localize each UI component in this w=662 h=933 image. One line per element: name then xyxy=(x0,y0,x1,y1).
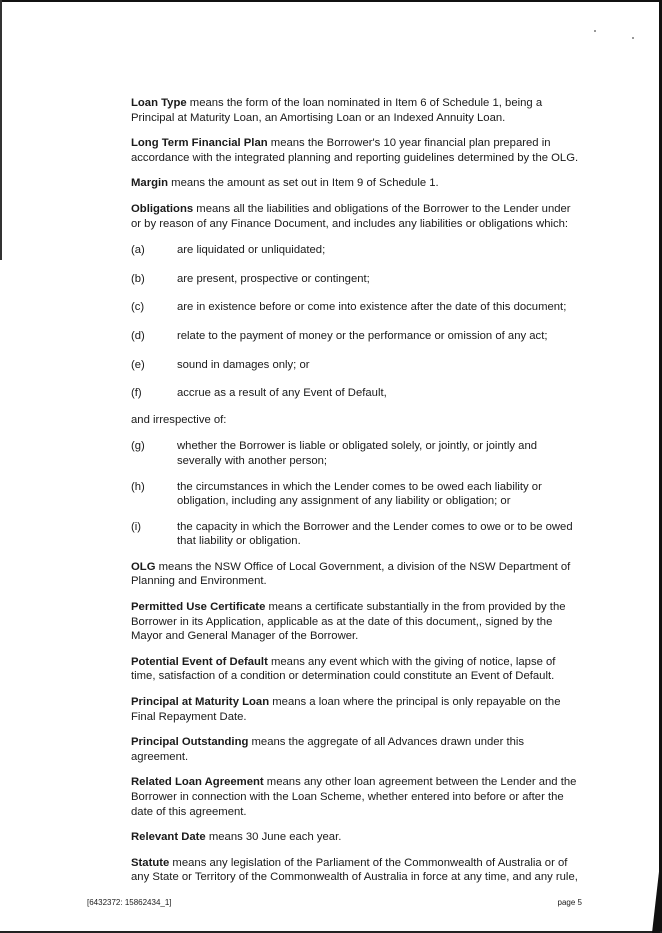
definition-principal-outstanding: Principal Outstanding means the aggregate of all Advances drawn under this agreement. xyxy=(131,736,525,763)
definition-related-loan-agreement: Related Loan Agreement means any other loan agreement between the Lender and the Borrower in connection with the Loan Scheme, whether entered into before or after the date of this agreement. xyxy=(131,776,577,818)
list-item: (f) accrue as a result of any Event of Default, xyxy=(131,387,387,400)
list-item: (g) whether the Borrower is liable or obligated solely, or jointly, or jointly and severally with another person; xyxy=(131,440,538,467)
irrespective-of-text: and irrespective of: xyxy=(131,413,227,426)
list-item: (b) are present, prospective or contingent; xyxy=(131,272,370,285)
list-item: (a) are liquidated or unliquidated; xyxy=(131,244,326,257)
definition-long-term-financial-plan: Long Term Financial Plan means the Borrower's 10 year financial plan prepared in accordance with the integrated planning and reporting guidelines determined by the OLG. xyxy=(131,137,579,164)
definition-relevant-date: Relevant Date means 30 June each year. xyxy=(131,831,342,844)
footer-page-number: page 5 xyxy=(557,898,582,907)
scan-edge-left xyxy=(0,0,2,260)
scan-speck xyxy=(632,37,634,39)
definition-potential-event-of-default: Potential Event of Default means any event which with the giving of notice, lapse of time, satisfaction of a condition or determination could constitute an Event of Default. xyxy=(131,655,556,683)
list-item: (d) relate to the payment of money or the performance or omission of any act; xyxy=(131,329,548,342)
scan-speck xyxy=(594,30,596,32)
definition-permitted-use-certificate: Permitted Use Certificate means a certificate substantially in the from provided by the Borrower in its Application, applicable as at the date of this document,, signed by the Mayor and General Manager of the Borrower. xyxy=(131,601,566,643)
definition-principal-at-maturity-loan: Principal at Maturity Loan means a loan where the principal is only repayable on the Final Repayment Date. xyxy=(131,696,561,723)
list-item: (i) the capacity in which the Borrower and the Lender comes to owe or to be owed that liability or obligation. xyxy=(131,520,573,548)
definition-olg: OLG means the NSW Office of Local Government, a division of the NSW Department of Planning and Environment. xyxy=(131,560,571,588)
definition-obligations: Obligations means all the liabilities and obligations of the Borrower to the Lender under or by reason of any Finance Document, and includes any liabilities or obligations which: xyxy=(131,202,571,230)
definition-margin: Margin means the amount as set out in Item 9 of Schedule 1. xyxy=(131,177,439,190)
list-item: (h) the circumstances in which the Lender comes to be owed each liability or obligation, including any assignment of any liability or obligation; or xyxy=(131,480,542,508)
footer-document-reference: [6432372: 15862434_1] xyxy=(87,898,172,907)
scan-corner-mark xyxy=(652,863,660,933)
definition-loan-type: Loan Type means the form of the loan nominated in Item 6 of Schedule 1, being a Principal at Maturity Loan, an Amortising Loan or an Indexed Annuity Loan. xyxy=(131,97,543,124)
list-item: (c) are in existence before or come into existence after the date of this document; xyxy=(131,301,567,314)
document-body xyxy=(131,96,583,896)
definition-statute: Statute means any legislation of the Parliament of the Commonwealth of Australia or of any State or Territory of the Commonwealth of Australia in force at any time, and any rule, xyxy=(131,856,578,884)
list-item: (e) sound in damages only; or xyxy=(131,358,310,371)
scan-edge-top xyxy=(0,0,662,2)
